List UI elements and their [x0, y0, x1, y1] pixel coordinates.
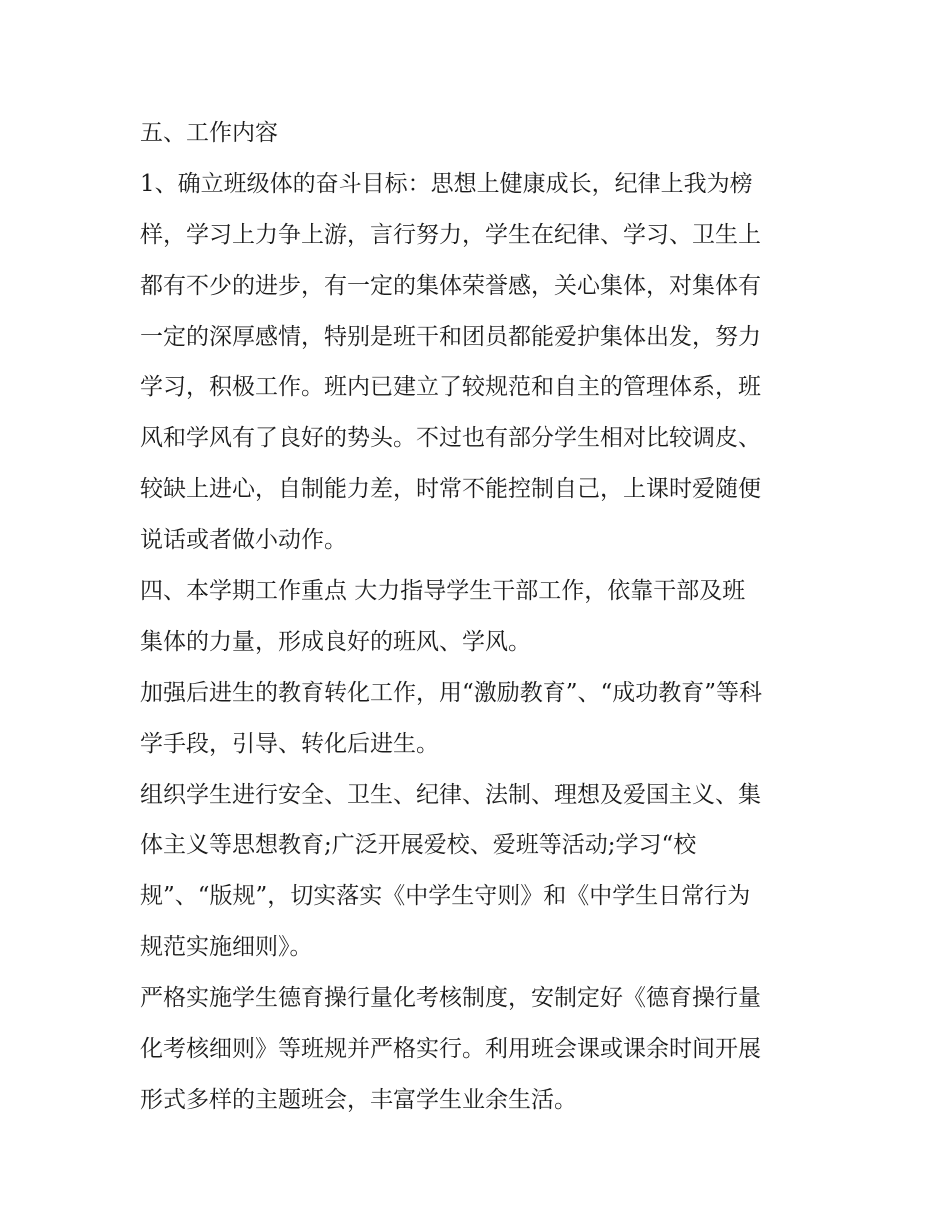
text-line: 学习，积极工作。班内已建立了较规范和自主的管理体系，班 [140, 374, 761, 401]
text-line: 规范实施细则》。 [140, 934, 313, 961]
document-body [140, 108, 820, 1126]
text-line: 集体的力量，形成良好的班风、学风。 [140, 628, 531, 655]
text-line: 加强后进生的教育转化工作，用“激励教育”、“成功教育”等科 [140, 679, 763, 706]
text-line: 学手段，引导、转化后进生。 [140, 730, 439, 757]
text-line: 样，学习上力争上游，言行努力，学生在纪律、学习、卫生上 [140, 221, 761, 248]
text-line: 四、本学期工作重点 大力指导学生干部工作，依靠干部及班 [140, 578, 746, 605]
paragraph-key-work [140, 566, 820, 668]
text-line: 较缺上进心，自制能力差，时常不能控制自己，上课时爱随便 [140, 476, 761, 503]
paragraph-goals [140, 159, 820, 566]
paragraph-transform [140, 668, 820, 770]
text-line: 化考核细则》等班规并严格实行。利用班会课或课余时间开展 [140, 1036, 761, 1063]
text-line: 风和学风有了良好的势头。不过也有部分学生相对比较调皮、 [140, 425, 761, 452]
text-line: 1、确立班级体的奋斗目标：思想上健康成长，纪律上我为榜 [140, 170, 753, 197]
section-heading: 五、工作内容 [140, 120, 278, 146]
text-line: 说话或者做小动作。 [140, 527, 347, 554]
paragraph-organize [140, 770, 820, 974]
text-line: 都有不少的进步，有一定的集体荣誉感，关心集体，对集体有 [140, 272, 761, 299]
text-line: 组织学生进行安全、卫生、纪律、法制、理想及爱国主义、集 [140, 781, 761, 808]
text-line: 一定的深厚感情，特别是班干和团员都能爱护集体出发，努力 [140, 323, 761, 350]
text-line: 规”、“版规”，切实落实《中学生守则》和《中学生日常行为 [140, 883, 751, 910]
text-line: 严格实施学生德育操行量化考核制度，安制定好《德育操行量 [140, 985, 761, 1012]
paragraph-assess [140, 973, 820, 1126]
text-line: 形式多样的主题班会，丰富学生业余生活。 [140, 1086, 577, 1113]
text-line: 体主义等思想教育;广泛开展爱校、爱班等活动;学习“校 [140, 832, 697, 859]
